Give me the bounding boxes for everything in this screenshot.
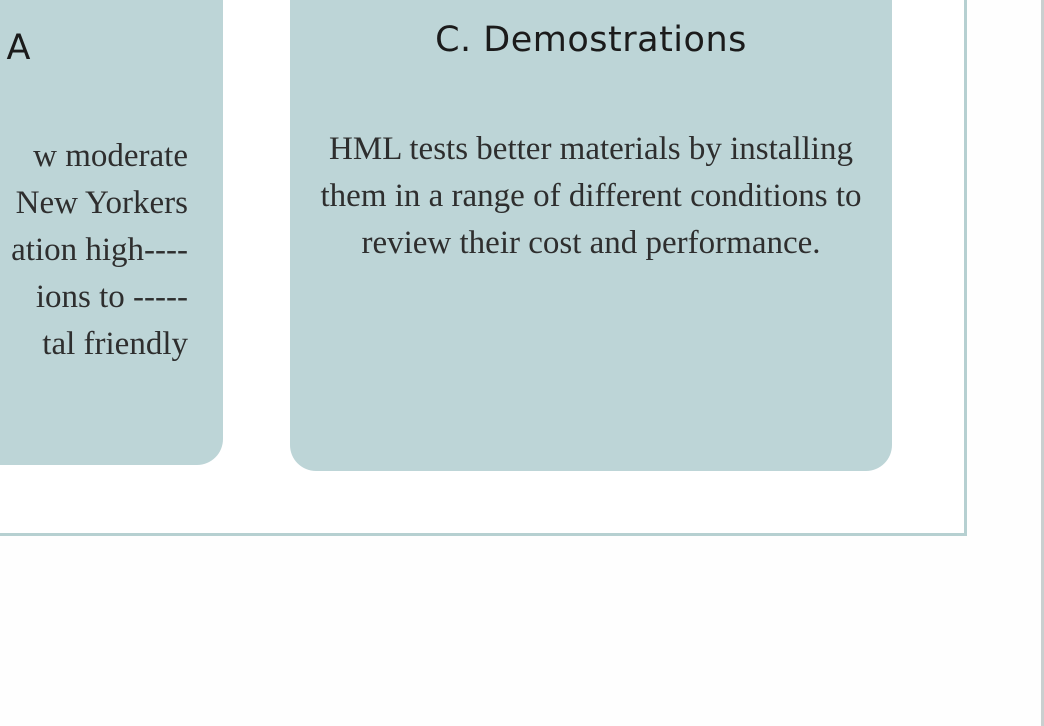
card-a-title: A — [6, 28, 31, 68]
card-a-body-line: tal friendly — [42, 326, 188, 362]
card-a-body-line: New Yorkers — [15, 185, 188, 221]
card-demonstrations-body: HML tests better materials by installing them in a range of different conditions to review their cost and performance. — [320, 131, 862, 261]
card-a-body-line: ation high---- — [11, 232, 188, 268]
card-a-body-line: ions to ----- — [35, 279, 188, 315]
card-a — [0, 0, 223, 465]
card-a-body — [0, 133, 188, 368]
card-demonstrations-title: C. Demostrations — [435, 20, 747, 60]
card-demonstrations — [290, 0, 892, 471]
card-a-body-line: w moderate — [33, 138, 188, 174]
